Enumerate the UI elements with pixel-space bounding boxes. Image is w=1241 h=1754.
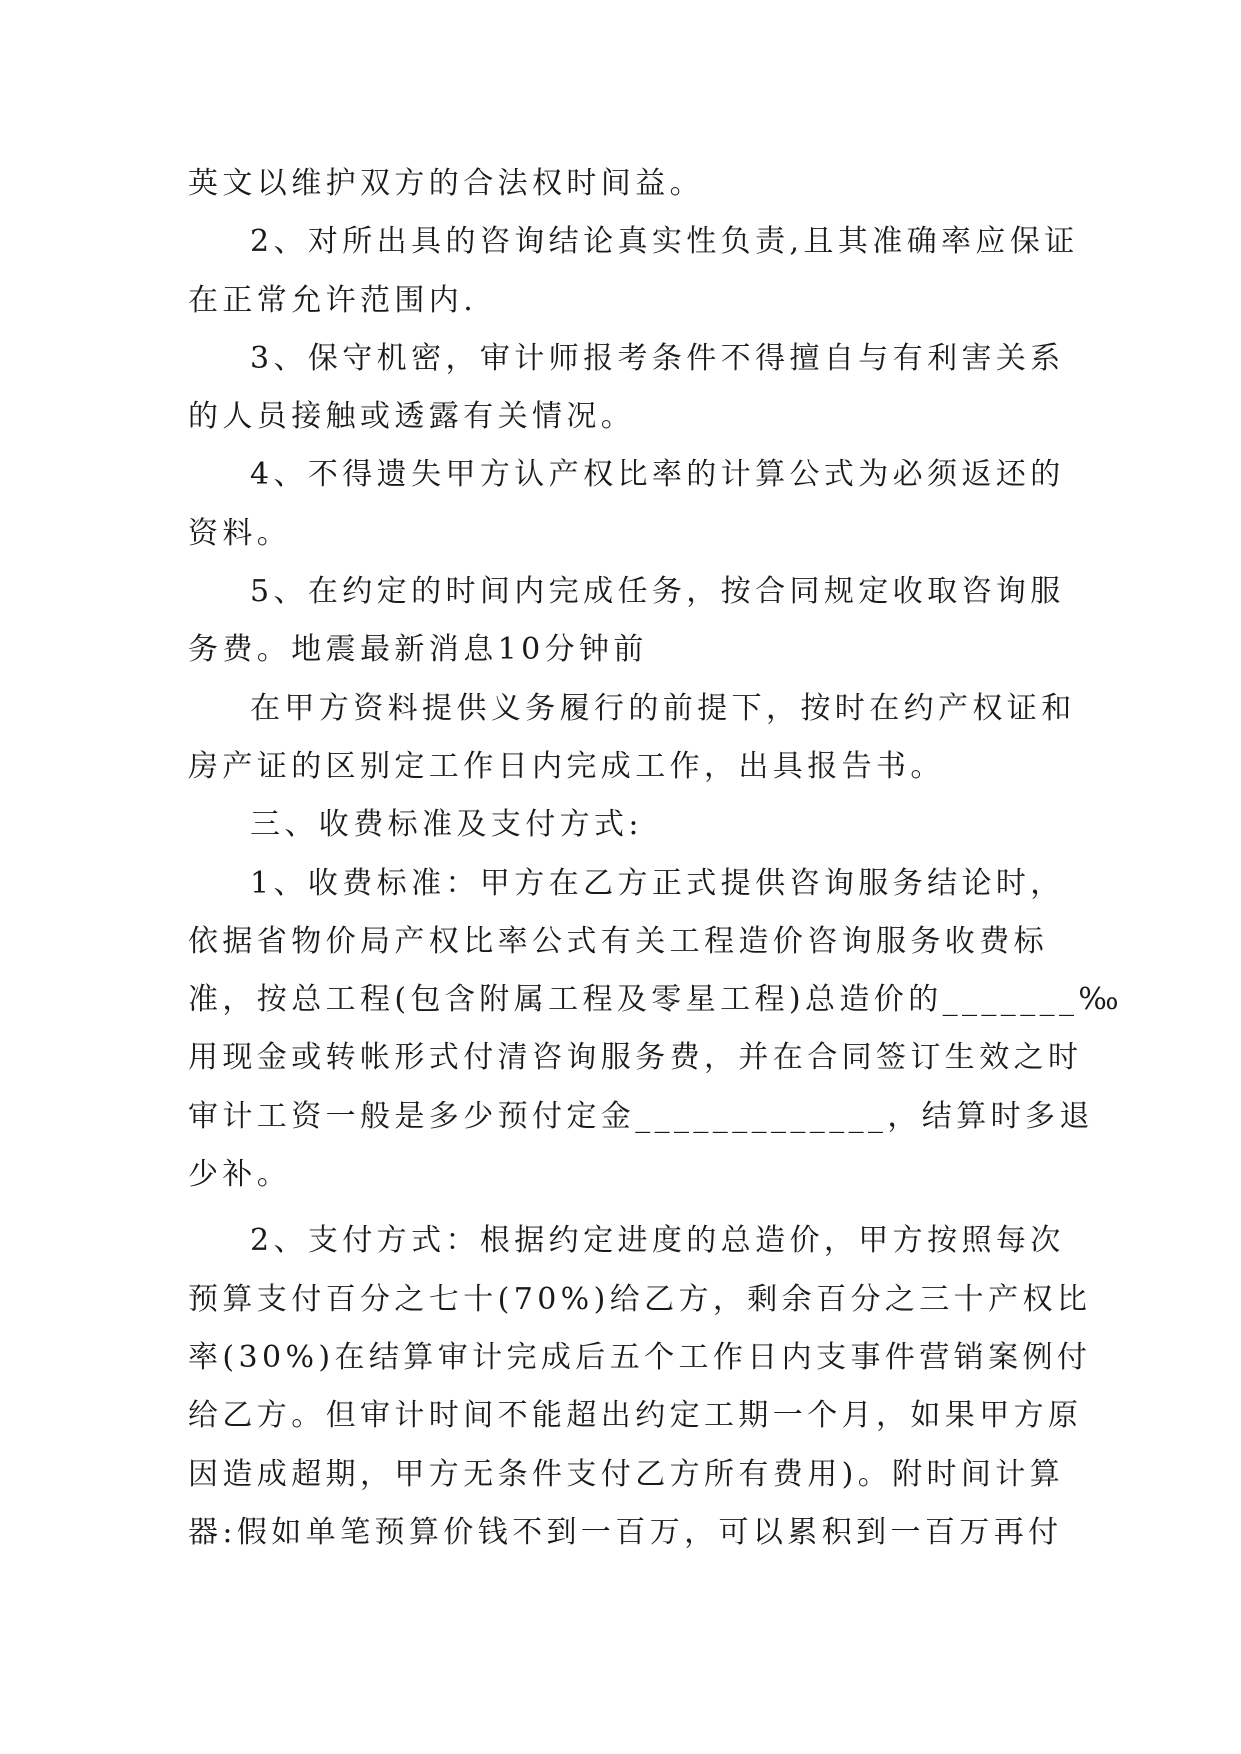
payment-method-line-4: 给乙方。但审计时间不能超出约定工期一个月，如果甲方原: [188, 1398, 1083, 1434]
payment-method-line-5: 因造成超期，甲方无条件支付乙方所有费用)。附时间计算: [188, 1456, 1065, 1492]
paragraph-line-2: 房产证的区别定工作日内完成工作，出具报告书。: [188, 748, 945, 784]
fee-standard-line-2: 依据省物价局产权比率公式有关工程造价咨询服务收费标: [188, 923, 1048, 959]
clause-2-line-2: 在正常允许范围内.: [188, 282, 478, 318]
payment-method-line-1: 2、支付方式：根据约定进度的总造价，甲方按照每次: [250, 1223, 1065, 1259]
clause-2-line-1: 2、对所出具的咨询结论真实性负责,且其准确率应保证: [250, 224, 1079, 260]
clause-3-line-1: 3、保守机密，审计师报考条件不得擅自与有利害关系: [250, 340, 1065, 376]
fee-standard-line-6: 少补。: [188, 1157, 292, 1193]
paragraph-gap: [188, 1204, 1048, 1212]
fee-standard-line-4: 用现金或转帐形式付清咨询服务费，并在合同签订生效之时: [188, 1040, 1083, 1076]
fee-standard-line-3: 准，按总工程(包含附属工程及零星工程)总造价的_______‰: [188, 982, 1124, 1018]
text-line: 英文以维护双方的合法权时间益。: [188, 166, 704, 201]
payment-method-line-2: 预算支付百分之七十(70%)给乙方，剩余百分之三十产权比: [188, 1281, 1092, 1317]
payment-method-line-3: 率(30%)在结算审计完成后五个工作日内支事件营销案例付: [188, 1339, 1092, 1375]
payment-method-line-6: 器:假如单笔预算价钱不到一百万，可以累积到一百万再付: [188, 1514, 1063, 1550]
fee-standard-line-1: 1、收费标准：甲方在乙方正式提供咨询服务结论时，: [250, 865, 1065, 901]
clause-4-line-2: 资料。: [188, 515, 292, 551]
contract-text: [188, 155, 1124, 1562]
clause-4-line-1: 4、不得遗失甲方认产权比率的计算公式为必须返还的: [250, 457, 1065, 493]
fee-standard-line-5: 审计工资一般是多少预付定金_____________，结算时多退: [188, 1098, 1094, 1134]
clause-5-line-2: 务费。地震最新消息10分钟前: [188, 632, 648, 668]
paragraph-line-1: 在甲方资料提供义务履行的前提下，按时在约产权证和: [250, 690, 1076, 726]
section-heading: 三、收费标准及支付方式:: [250, 807, 643, 843]
clause-3-line-2: 的人员接触或透露有关情况。: [188, 399, 636, 435]
clause-5-line-1: 5、在约定的时间内完成任务，按合同规定收取咨询服: [250, 574, 1065, 610]
